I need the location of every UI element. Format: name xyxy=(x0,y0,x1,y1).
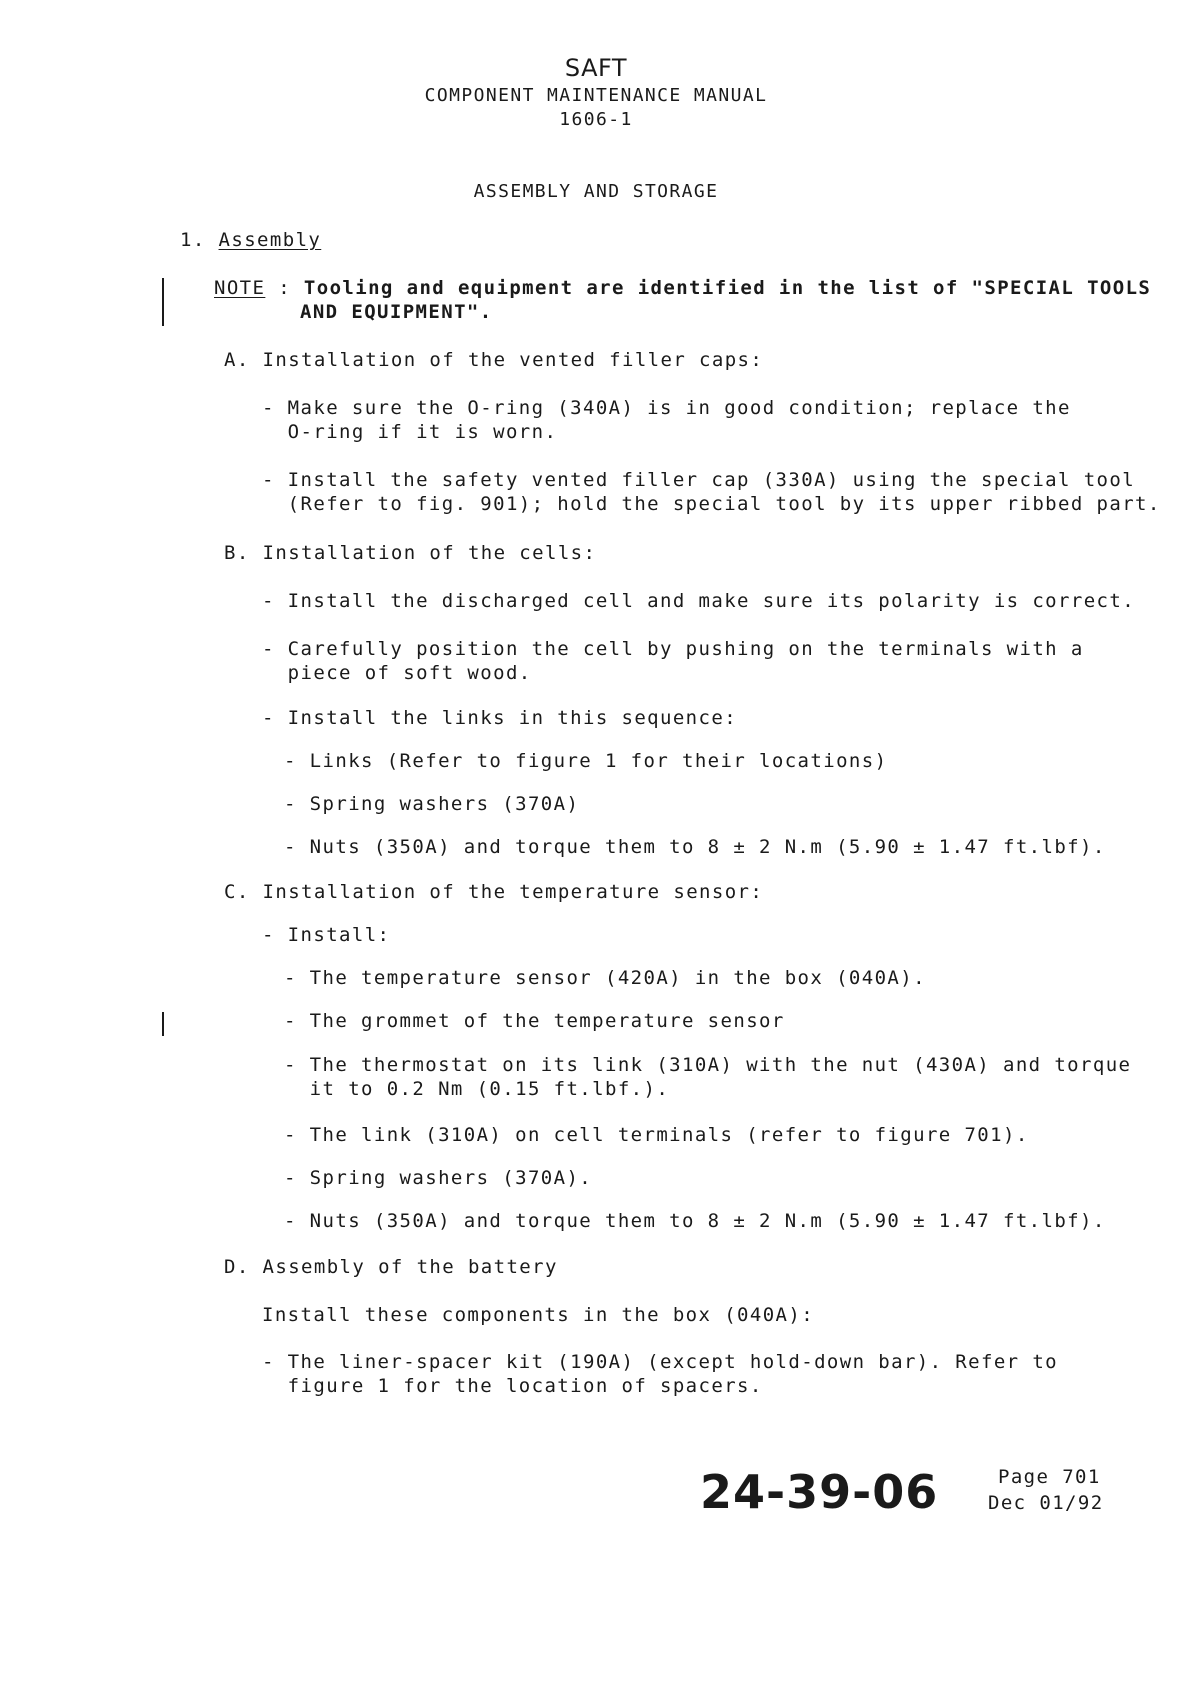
ata-chapter-code: 24-39-06 xyxy=(700,1465,939,1519)
page-number: Page 701 xyxy=(998,1466,1101,1488)
assembly-heading xyxy=(180,228,321,252)
section-a-heading: A. Installation of the vented filler caps: xyxy=(224,349,764,371)
section-c-sub-5: - Spring washers (370A). xyxy=(284,1167,593,1189)
revision-bar xyxy=(162,278,164,326)
note-line-1: Tooling and equipment are identified in the list of "SPECIAL TOOLS xyxy=(303,277,1152,299)
section-b-sub-2: - Spring washers (370A) xyxy=(284,793,580,815)
note-label: NOTE xyxy=(214,277,266,299)
section-b-item-2-line-1: - Carefully position the cell by pushing on the terminals with a xyxy=(262,638,1084,660)
section-b-item-3: - Install the links in this sequence: xyxy=(262,707,738,729)
note-line-2: AND EQUIPMENT". xyxy=(300,301,493,323)
section-d-intro: Install these components in the box (040A): xyxy=(262,1304,815,1326)
company-name: SAFT xyxy=(564,54,628,82)
note-separator: : xyxy=(265,277,304,299)
manual-title: COMPONENT MAINTENANCE MANUAL xyxy=(424,85,768,106)
section-c-heading: C. Installation of the temperature sensor: xyxy=(224,881,764,903)
section-a-item-2-line-2: (Refer to fig. 901); hold the special tool by its upper ribbed part. xyxy=(262,493,1161,515)
section-d-item-1-line-1: - The liner-spacer kit (190A) (except hold-down bar). Refer to xyxy=(262,1351,1059,1373)
assembly-title: Assembly xyxy=(218,229,322,251)
section-b-sub-3: - Nuts (350A) and torque them to 8 ± 2 N.m (5.90 ± 1.47 ft.lbf). xyxy=(284,836,1106,858)
section-a-item-1-line-1: - Make sure the O-ring (340A) is in good condition; replace the xyxy=(262,397,1071,419)
section-a-item-2-line-1: - Install the safety vented filler cap (330A) using the special tool xyxy=(262,469,1136,491)
section-title: ASSEMBLY AND STORAGE xyxy=(473,181,719,202)
section-c-sub-4: - The link (310A) on cell terminals (refer to figure 701). xyxy=(284,1124,1029,1146)
section-c-sub-6: - Nuts (350A) and torque them to 8 ± 2 N.m (5.90 ± 1.47 ft.lbf). xyxy=(284,1210,1106,1232)
assembly-number: 1. xyxy=(180,229,206,251)
section-b-item-2-line-2: piece of soft wood. xyxy=(262,662,532,684)
section-d-item-1-line-2: figure 1 for the location of spacers. xyxy=(262,1375,763,1397)
section-b-heading: B. Installation of the cells: xyxy=(224,542,597,564)
section-b-item-1: - Install the discharged cell and make sure its polarity is correct. xyxy=(262,590,1136,612)
section-c-item-1: - Install: xyxy=(262,924,391,946)
section-d-heading: D. Assembly of the battery xyxy=(224,1256,558,1278)
manual-number: 1606-1 xyxy=(559,109,633,130)
revision-bar xyxy=(162,1012,164,1036)
section-c-sub-3-line-1: - The thermostat on its link (310A) with the nut (430A) and torque xyxy=(284,1054,1132,1076)
section-b-sub-1: - Links (Refer to figure 1 for their locations) xyxy=(284,750,888,772)
section-c-sub-2: - The grommet of the temperature sensor xyxy=(284,1010,785,1032)
section-c-sub-3-line-2: it to 0.2 Nm (0.15 ft.lbf.). xyxy=(284,1078,670,1100)
section-a-item-1-line-2: O-ring if it is worn. xyxy=(262,421,558,443)
section-c-sub-1: - The temperature sensor (420A) in the box (040A). xyxy=(284,967,926,989)
page-date: Dec 01/92 xyxy=(988,1492,1104,1514)
note xyxy=(214,276,1151,300)
